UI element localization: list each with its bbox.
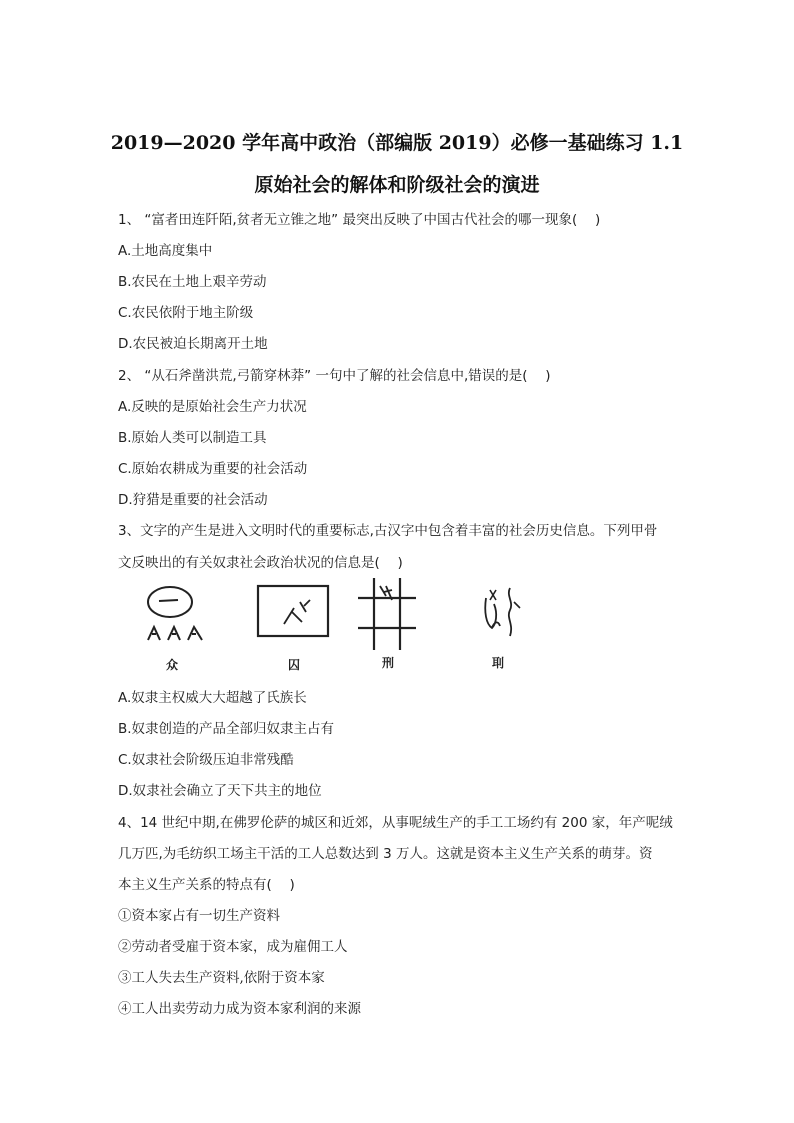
q4-stem-line2: 几万匹,为毛纺织工场主干活的工人总数达到 3 万人。这就是资本主义生产关系的萌芽。资 <box>118 846 653 862</box>
q2-option-c: C.原始农耕成为重要的社会活动 <box>118 461 308 477</box>
caption-qiu: 囚 <box>288 658 301 672</box>
document-title-line1: 2019—2020 学年高中政治（部编版 2019）必修一基础练习 1.1 <box>110 132 684 154</box>
q4-option-1: ①资本家占有一切生产资料 <box>118 908 280 924</box>
q4-option-2: ②劳动者受雇于资本家，成为雇佣工人 <box>118 939 348 955</box>
oracle-glyph-zhong-image <box>136 582 214 644</box>
q3-option-b: B.奴隶创造的产品全部归奴隶主占有 <box>118 721 335 737</box>
q4-option-4: ④工人出卖劳动力成为资本家利润的来源 <box>118 1001 361 1017</box>
q3-option-a: A.奴隶主权威大大超越了氏族长 <box>118 690 307 706</box>
caption-zhong: 众 <box>166 658 179 672</box>
q2-stem: 2、 “从石斧凿洪荒,弓箭穿林莽” 一句中了解的社会信息中,错误的是( ) <box>118 368 551 384</box>
q1-option-b: B.农民在土地上艰辛劳动 <box>118 274 267 290</box>
q3-stem-line1: 3、文字的产生是进入文明时代的重要标志,古汉字中包含着丰富的社会历史信息。下列甲骨 <box>118 523 658 539</box>
q3-option-d: D.奴隶社会确立了天下共主的地位 <box>118 783 322 799</box>
document-title-line2: 原始社会的解体和阶级社会的演进 <box>254 174 540 196</box>
oracle-glyph-xing-image <box>356 576 418 652</box>
q2-option-a: A.反映的是原始社会生产力状况 <box>118 399 307 415</box>
q1-stem: 1、 “富者田连阡陌,贫者无立锥之地” 最突出反映了中国古代社会的哪一现象( ) <box>118 212 601 228</box>
oracle-glyph-er-image <box>478 584 526 644</box>
q1-option-d: D.农民被迫长期离开土地 <box>118 336 268 352</box>
oracle-bone-figure <box>118 576 638 672</box>
q2-option-d: D.狩猎是重要的社会活动 <box>118 492 268 508</box>
q3-option-c: C.奴隶社会阶级压迫非常残酷 <box>118 752 294 768</box>
q4-stem-line3: 本主义生产关系的特点有( ) <box>118 877 295 893</box>
q1-option-c: C.农民依附于地主阶级 <box>118 305 254 321</box>
oracle-glyph-qiu-image <box>254 582 334 642</box>
q1-option-a: A.土地高度集中 <box>118 243 213 259</box>
q4-option-3: ③工人失去生产资料,依附于资本家 <box>118 970 325 986</box>
caption-xing: 刑 <box>382 656 395 670</box>
caption-er: 刵 <box>492 656 505 670</box>
q3-stem-line2: 文反映出的有关奴隶社会政治状况的信息是( ) <box>118 555 403 571</box>
q4-stem-line1: 4、14 世纪中期,在佛罗伦萨的城区和近郊，从事呢绒生产的手工工场约有 200 家，年产呢绒 <box>118 815 673 831</box>
q2-option-b: B.原始人类可以制造工具 <box>118 430 267 446</box>
